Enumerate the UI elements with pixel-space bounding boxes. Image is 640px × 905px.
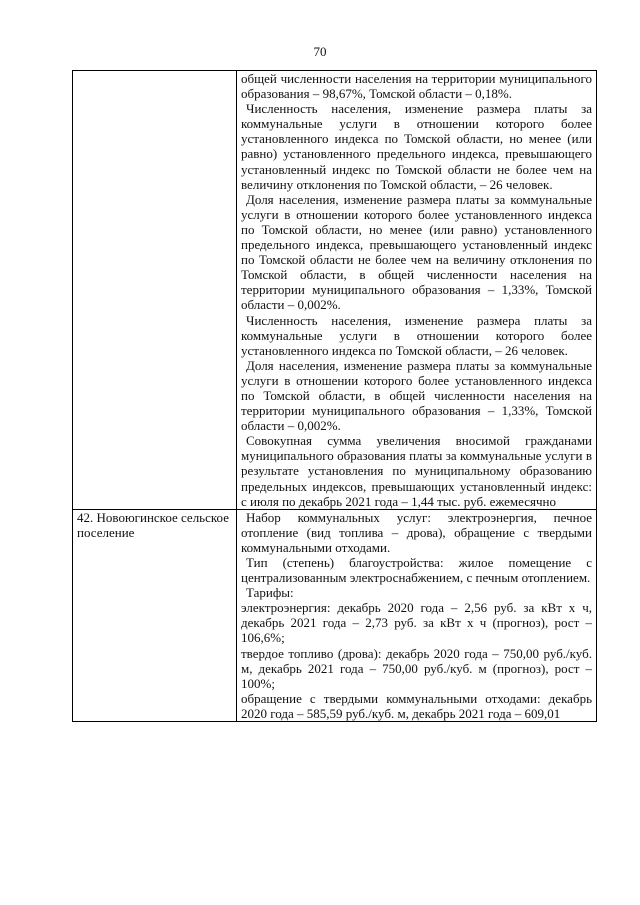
paragraph: общей численности населения на территории муниципального образования – 98,67%, Томской области – 0,18%. (241, 71, 592, 102)
description-cell (237, 509, 597, 721)
paragraph: Доля населения, изменение размера платы за коммунальные услуги в отношении которого более установленного индекса по Томской области, в общей численности населения на территории муниципального образования – 1,33%, Томской области – 0,002%. (241, 357, 592, 434)
paragraph: твердое топливо (дрова): декабрь 2020 года – 750,00 руб./куб. м, декабрь 2021 года – 750,00 руб./куб. м (прогноз), рост – 100%; (241, 645, 592, 691)
table-row (73, 509, 597, 721)
paragraph: Тарифы: (246, 585, 294, 601)
description-cell (237, 71, 597, 510)
table-row (73, 71, 597, 510)
paragraph: обращение с твердыми коммунальными отходами: декабрь 2020 года – 585,59 руб./куб. м, декабрь 2021 года – 609,01 (241, 690, 592, 721)
settlement-table (72, 70, 597, 722)
paragraph: Тип (степень) благоустройства: жилое помещение с централизованным электроснабжением, с печным отоплением. (241, 555, 592, 586)
paragraph: Совокупная сумма увеличения вносимой гражданами муниципального образования платы за коммунальные услуги в результате установления по муниципальному образованию предельных индексов, превышающих установленный индекс: с июля по декабрь 2021 года – 1,44 тыс. руб. ежемесячно (241, 433, 592, 509)
paragraph: Доля населения, изменение размера платы за коммунальные услуги в отношении которого более установленного индекса по Томской области, но менее (или равно) установленного предельного индекса, превышающего установленный индекс по Томской области не более чем на величину отклонения по Томской области, в общей численности населения на территории муниципального образования – 1,33%, Томской области – 0,002%. (241, 191, 592, 313)
page-number: 70 (313, 44, 327, 59)
settlement-cell (73, 71, 237, 510)
paragraph: Набор коммунальных услуг: электроэнергия, печное отопление (вид топлива – дрова), обращение с твердыми коммунальными отходами. (241, 509, 592, 555)
paragraph: Численность населения, изменение размера платы за коммунальные услуги в отношении которого более установленного индекса по Томской области, – 26 человек. (241, 312, 592, 358)
paragraph: электроэнергия: декабрь 2020 года – 2,56 руб. за кВт х ч, декабрь 2021 года – 2,73 руб. за кВт х ч (прогноз), рост – 106,6%; (241, 600, 592, 646)
settlement-cell: 42. Новоюгинское сельское поселение (73, 509, 237, 721)
paragraph: Численность населения, изменение размера платы за коммунальные услуги в отношении которого более установленного индекса по Томской области, но менее (или равно) установленного предельного индекса, превышающего установленный индекс по Томской области не более чем на величину отклонения по Томской области, – 26 человек. (241, 101, 592, 192)
